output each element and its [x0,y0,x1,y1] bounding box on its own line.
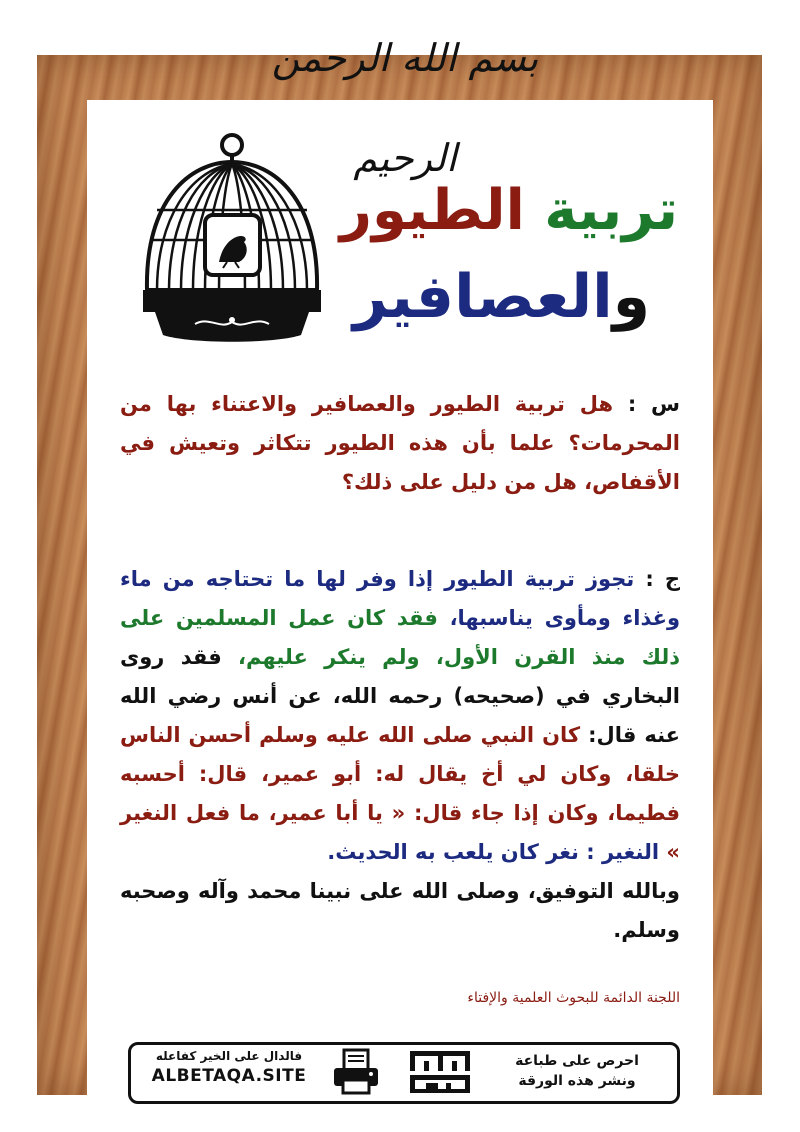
bird-cage-icon [135,130,330,350]
footer-print-note [487,1051,667,1091]
answer-part-1: تجوز تربية الطيور إذا وفر لها ما تحتاجه من ماء وغذاء ومأوى يناسبها، [120,567,680,630]
footer-site-block [139,1049,319,1086]
printer-icon [331,1048,381,1096]
title-word-alasafir: العصافير [352,262,613,332]
footer-print-line-2: ونشر هذه الورقة [518,1073,636,1089]
answer-part-2: فقد كان عمل المسلمين على ذلك منذ القرن الأول، ولم ينكر عليهم، [120,606,680,669]
answer-part-3: فقد روى البخاري في (صحيحه) رحمه الله، عن أنس رضي الله عنه قال: [120,645,681,747]
answer-part-5: النغير : نغر كان يلعب به الحديث. [327,840,660,864]
footer-print-line-1: احرص على طباعة [515,1053,639,1069]
basmala-calligraphy: بسم الله الرحمن الرحيم [271,36,539,180]
title-line-1 [340,178,678,243]
question-text: هل تربية الطيور والعصافير والاعتناء بها من المحرمات؟ علما بأن هذه الطيور تتكاثر وتعيش في الأقفاص، هل من دليل على ذلك؟ [120,392,680,494]
question-prefix: س : [613,392,681,416]
title-word-tarbiya: تربية [524,178,678,243]
footer-proverb: فالدال على الخير كفاعله [155,1049,303,1063]
dawa-waraqa-logo [406,1047,474,1097]
title-word-altuyur: الطيور [339,178,525,243]
footer-site-link[interactable]: ALBETAQA.SITE [151,1066,307,1086]
answer-closing: وبالله التوفيق، وصلى الله على نبينا محمد وآله وصحبه وسلم. [120,879,680,942]
title-word-wa: و [612,262,650,332]
answer-prefix: ج : [634,567,680,591]
answer-part-4: كان النبي صلى الله عليه وسلم أحسن الناس خلقا، وكان لي أخ يقال له: أبو عمير، قال: أحسبه فطيما، وكان إذا جاء قال: « يا أبا عمير، ما فعل النغير » [120,723,680,864]
question-paragraph [120,385,680,502]
committee-signature: اللجنة الدائمة للبحوث العلمية والإفتاء [467,990,680,1006]
answer-paragraph [120,560,680,950]
title-line-2 [353,262,650,332]
footer-bar [128,1042,680,1104]
